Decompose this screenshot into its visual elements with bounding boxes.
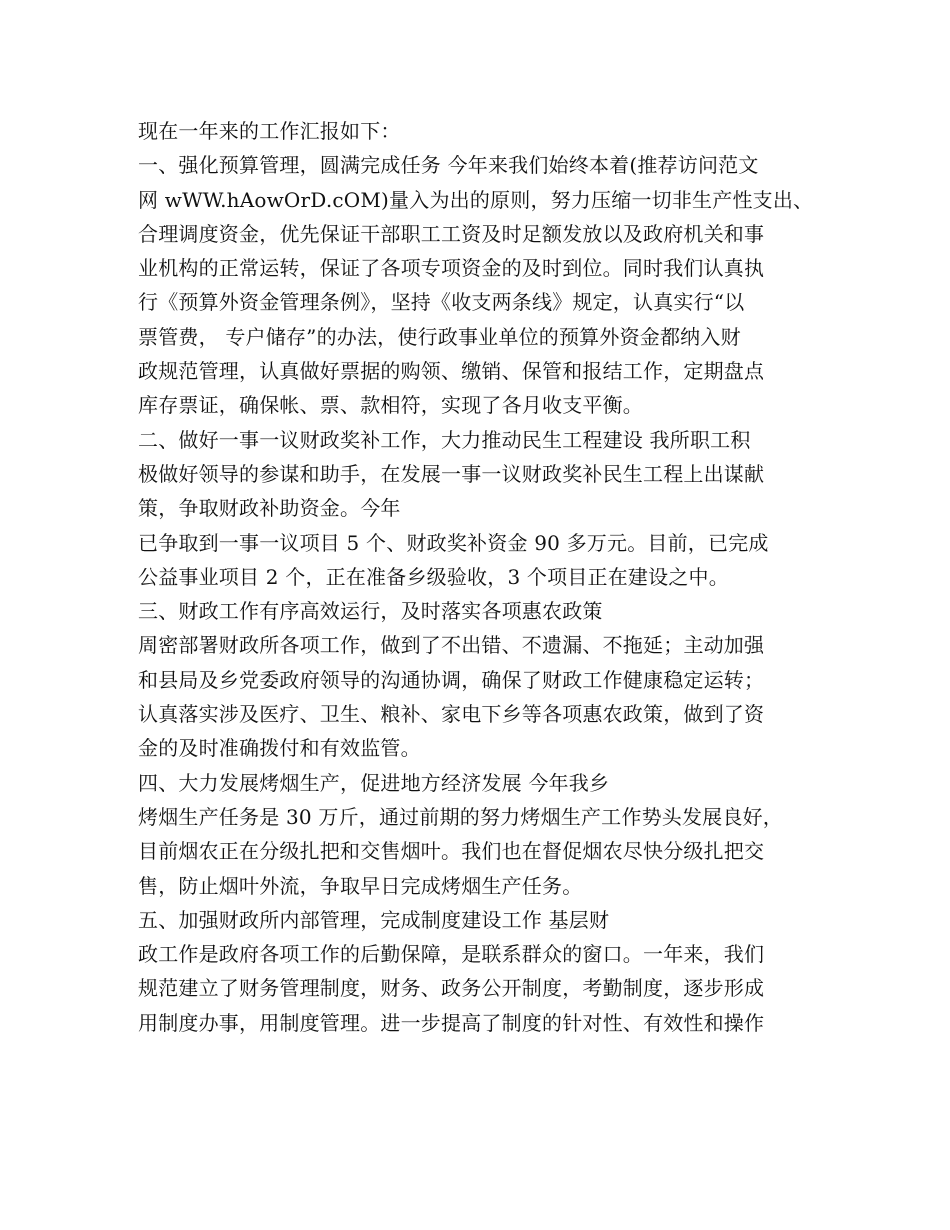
- text-line: 四、大力发展烤烟生产，促进地方经济发展 今年我乡: [138, 770, 610, 795]
- text-line: 策，争取财政补助资金。今年: [138, 496, 401, 521]
- text-line: 公益事业项目 2 个，正在准备乡级验收，3 个项目正在建设之中。: [138, 564, 729, 589]
- text-line: 周密部署财政所各项工作，做到了不出错、不遗漏、不拖延；主动加强: [138, 633, 765, 658]
- text-line: 合理调度资金，优先保证干部职工工资及时足额发放以及政府机关和事: [138, 221, 765, 246]
- text-line: 烤烟生产任务是 30 万斤，通过前期的努力烤烟生产工作势头发展良好，: [138, 804, 783, 829]
- text-line: 规范建立了财务管理制度，财务、政务公开制度，考勤制度，逐步形成: [138, 976, 765, 1001]
- text-line: 行《预算外资金管理条例》，坚持《收支两条线》规定，认真实行“以: [138, 290, 745, 315]
- text-line: 认真落实涉及医疗、卫生、粮补、家电下乡等各项惠农政策，做到了资: [138, 702, 765, 727]
- text-line: 政工作是政府各项工作的后勤保障，是联系群众的窗口。一年来，我们: [138, 942, 765, 967]
- text-line: 库存票证，确保帐、票、款相符，实现了各月收支平衡。: [138, 393, 643, 418]
- text-line: 金的及时准确拨付和有效监管。: [138, 736, 421, 761]
- text-line: 售，防止烟叶外流，争取早日完成烤烟生产任务。: [138, 873, 583, 898]
- text-line: 五、加强财政所内部管理，完成制度建设工作 基层财: [138, 907, 610, 932]
- text-line: 用制度办事，用制度管理。进一步提高了制度的针对性、有效性和操作: [138, 1010, 765, 1035]
- text-line: 二、做好一事一议财政奖补工作，大力推动民生工程建设 我所职工积: [138, 427, 751, 452]
- text-line: 已争取到一事一议项目 5 个、财政奖补资金 90 多万元。目前，已完成: [138, 530, 769, 555]
- text-line: 一、强化预算管理，圆满完成任务 今年来我们始终本着(推荐访问范文: [138, 153, 759, 178]
- text-line: 三、财政工作有序高效运行，及时落实各项惠农政策: [138, 599, 603, 624]
- text-line: 政规范管理，认真做好票据的购领、缴销、保管和报结工作，定期盘点: [138, 359, 765, 384]
- text-line: 网 wWW.hAowOrD.cOM)量入为出的原则，努力压缩一切非生产性支出、: [138, 187, 814, 212]
- document-body: [138, 114, 828, 1040]
- text-line: 极做好领导的参谋和助手，在发展一事一议财政奖补民生工程上出谋献: [138, 461, 765, 486]
- text-line: 目前烟农正在分级扎把和交售烟叶。我们也在督促烟农尽快分级扎把交: [138, 839, 765, 864]
- text-line: 现在一年来的工作汇报如下：: [138, 119, 401, 143]
- text-line: 和县局及乡党委政府领导的沟通协调，确保了财政工作健康稳定运转；: [138, 667, 765, 692]
- text-line: 票管费， 专户储存”的办法，使行政事业单位的预算外资金都纳入财: [138, 324, 741, 349]
- text-line: 业机构的正常运转，保证了各项专项资金的及时到位。同时我们认真执: [138, 256, 765, 281]
